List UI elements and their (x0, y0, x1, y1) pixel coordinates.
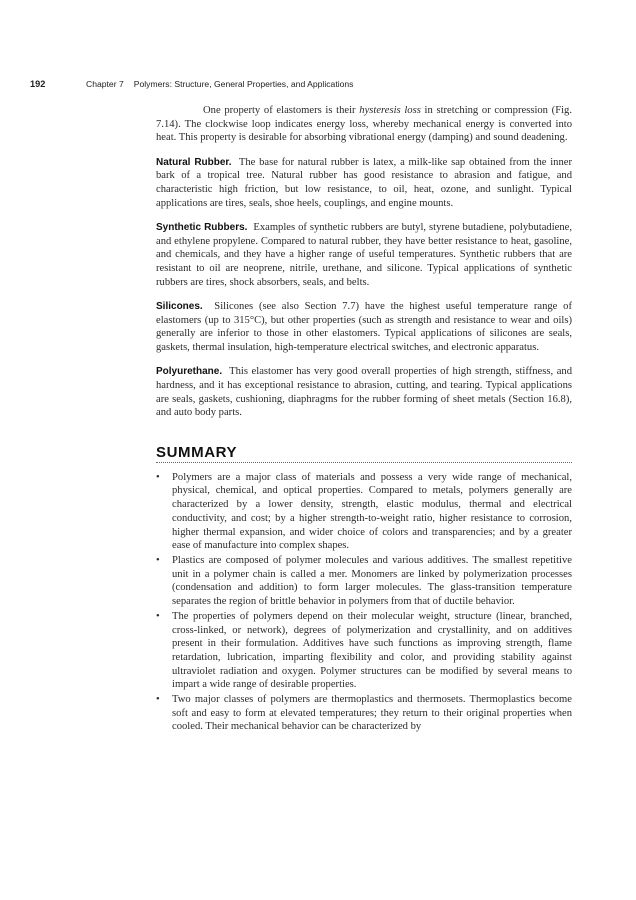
summary-item (156, 554, 572, 609)
section-heading: Synthetic Rubbers. (156, 221, 248, 233)
section-text: This elastomer has very good overall properties of high strength, stiffness, and hardness, and it has exceptional resistance to abrasion, cutting, and tearing. Typical applications are seals, gaskets, cushioning, diaphragms for the rubber forming of sheet metals (Section 16.8), and auto body parts. (156, 366, 572, 419)
intro-text-pre: One property of elastomers is their (203, 105, 360, 116)
summary-heading: SUMMARY (156, 446, 572, 463)
summary-item-text: The properties of polymers depend on their molecular weight, structure (linear, branched, cross-linked, or network), degrees of polymerization and crystallinity, and on additives present in their formulation. Additives have such functions as improving strength, flame retardation, lubrication, imparting flexibility and color, and providing stability against ultraviolet radiation and oxygen. Polymer structures can be modified by several means to impart a wide range of desirable properties. (172, 610, 572, 691)
summary-item-text: Plastics are composed of polymer molecules and various additives. The smallest repetitive unit in a polymer chain is called a mer. Monomers are linked by polymerization processes (condensation and addition) to form larger molecules. The glass-transition temperature separates the region of brittle behavior in polymers from that of ductile behavior. (172, 554, 572, 608)
running-header (30, 79, 353, 89)
bullet-icon: • (156, 694, 160, 706)
bullet-icon: • (156, 610, 160, 622)
summary-item (156, 610, 572, 692)
page-number: 192 (30, 79, 46, 89)
section-text: Examples of synthetic rubbers are butyl, styrene butadiene, polybutadiene, and ethylene propylene. Compared to natural rubber, they have better resistance to heat, gasoline, and chemicals, and they have a higher range of useful temperatures. Synthetic rubbers that are resistant to oil are neoprene, nitrile, urethane, and silicone. Typical applications of synthetic rubbers are tires, shock absorbers, seals, and belts. (156, 221, 572, 288)
section-synthetic-rubbers (156, 221, 572, 290)
section-text: The base for natural rubber is latex, a milk-like sap obtained from the inner bark of a tropical tree. Natural rubber has good resistance to abrasion and fatigue, and characteristic high friction, but low resistance, to oil, heat, ozone, and sunlight. Typical applications are tires, seals, shoe heels, couplings, and engine mounts. (156, 156, 572, 209)
summary-list (156, 471, 572, 734)
summary-item-text: Two major classes of polymers are thermoplastics and thermosets. Thermoplastics become soft and easy to form at elevated temperatures; they return to their original properties when cooled. Their mechanical behavior can be characterized by (172, 694, 572, 733)
section-heading: Polyurethane. (156, 366, 223, 378)
summary-item (156, 471, 572, 553)
section-heading: Silicones. (156, 300, 203, 312)
section-natural-rubber (156, 156, 572, 211)
section-polyurethane (156, 365, 572, 420)
summary-item-text: Polymers are a major class of materials and possess a very wide range of mechanical, physical, chemical, and optical properties. Compared to metals, polymers generally are characterized by a lower density, strength, elastic modulus, thermal and electrical conductivity, and cost; by a higher strength-to-weight ratio, higher resistance to corrosion, higher thermal expansion, and wider choice of colors and transparencies; and by a greater ease of manufacture into complex shapes. (172, 471, 572, 552)
bullet-icon: • (156, 471, 160, 483)
intro-emphasis: hysteresis loss (359, 105, 421, 116)
section-silicones (156, 300, 572, 355)
page-body (156, 104, 572, 735)
section-text: Silicones (see also Section 7.7) have the highest useful temperature range of elastomers (up to 315°C), but other properties (such as strength and resistance to wear and oils) generally are inferior to those in other elastomers. Typical applications of silicones are seals, gaskets, thermal insulation, high-temperature electrical switches, and electronic apparatus. (156, 300, 572, 354)
intro-text-post: in stretching or compression (Fig. 7.14). The clockwise loop indicates energy loss, whereby mechanical energy is converted into heat. This property is desirable for absorbing vibrational energy (damping) and sound deadening. (156, 105, 572, 144)
chapter-label: Chapter 7 (86, 79, 124, 89)
summary-item (156, 693, 572, 734)
bullet-icon: • (156, 554, 160, 566)
chapter-title: Polymers: Structure, General Properties, and Applications (133, 79, 354, 89)
intro-paragraph (156, 104, 572, 145)
section-heading: Natural Rubber. (156, 156, 232, 168)
